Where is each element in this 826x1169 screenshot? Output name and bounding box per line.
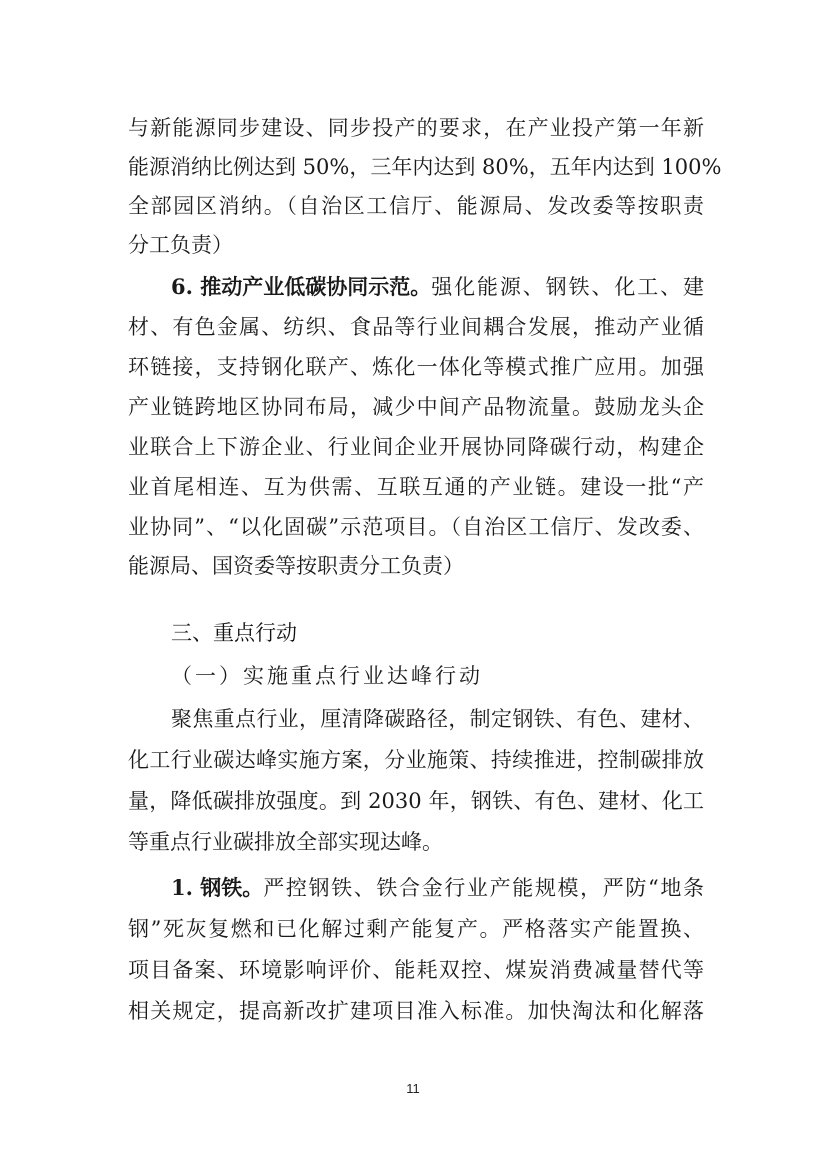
paragraph-2-line-2: 材、有色金属、纺织、食品等行业间耦合发展，推动产业循	[128, 315, 704, 339]
paragraph-1-line-3: 全部园区消纳。（自治区工信厅、能源局、发改委等按职责	[128, 194, 704, 218]
paragraph-2-line-8: 能源局、国资委等按职责分工负责）	[128, 554, 464, 578]
subsection-heading: （一）实施重点行业达峰行动	[171, 664, 483, 688]
paragraph-2-line-5: 业联合上下游企业、行业间企业开展协同降碳行动，构建企	[128, 435, 704, 459]
paragraph-3-line-4: 等重点行业碳排放全部实现达峰。	[128, 830, 443, 854]
paragraph-4-line-4: 相关规定，提高新改扩建项目准入标准。加快淘汰和化解落	[128, 999, 704, 1023]
paragraph-4-line-2: 钢”死灰复燃和已化解过剩产能复产。严格落实产能置换、	[128, 917, 704, 941]
paragraph-1-line-4: 分工负责）	[128, 233, 233, 257]
paragraph-2-line-7: 业协同”、“以化固碳”示范项目。（自治区工信厅、发改委、	[128, 515, 704, 539]
paragraph-2-line-1	[171, 273, 704, 301]
paragraph-3-line-3: 量，降低碳排放强度。到 2030 年，钢铁、有色、建材、化工	[128, 789, 704, 813]
paragraph-1-line-1: 与新能源同步建设、同步投产的要求，在产业投产第一年新	[128, 116, 704, 140]
paragraph-4-line-1	[171, 874, 704, 902]
page-number: 11	[406, 1081, 420, 1096]
paragraph-2-line-6: 业首尾相连、互为供需、互联互通的产业链。建设一批“产	[128, 475, 704, 499]
paragraph-2-line-3: 环链接，支持钢化联产、炼化一体化等模式推广应用。加强	[128, 355, 704, 379]
paragraph-3-line-2: 化工行业碳达峰实施方案，分业施策、持续推进，控制碳排放	[128, 748, 704, 772]
paragraph-2-line-1-text: 强化能源、钢铁、化工、建	[431, 275, 704, 299]
paragraph-1-line-2: 能源消纳比例达到 50%，三年内达到 80%，五年内达到 100%	[128, 155, 722, 179]
item-6-heading: 6. 推动产业低碳协同示范。	[171, 274, 432, 299]
paragraph-4-line-3: 项目备案、环境影响评价、能耗双控、煤炭消费减量替代等	[128, 958, 704, 982]
item-1-heading: 1. 钢铁。	[171, 875, 264, 900]
paragraph-3-line-1: 聚焦重点行业，厘清降碳路径，制定钢铁、有色、建材、	[171, 707, 704, 731]
paragraph-4-line-1-text: 严控钢铁、铁合金行业产能规模，严防“地条	[263, 876, 704, 900]
paragraph-2-line-4: 产业链跨地区协同布局，减少中间产品物流量。鼓励龙头企	[128, 395, 704, 419]
section-heading: 三、重点行动	[171, 621, 297, 645]
